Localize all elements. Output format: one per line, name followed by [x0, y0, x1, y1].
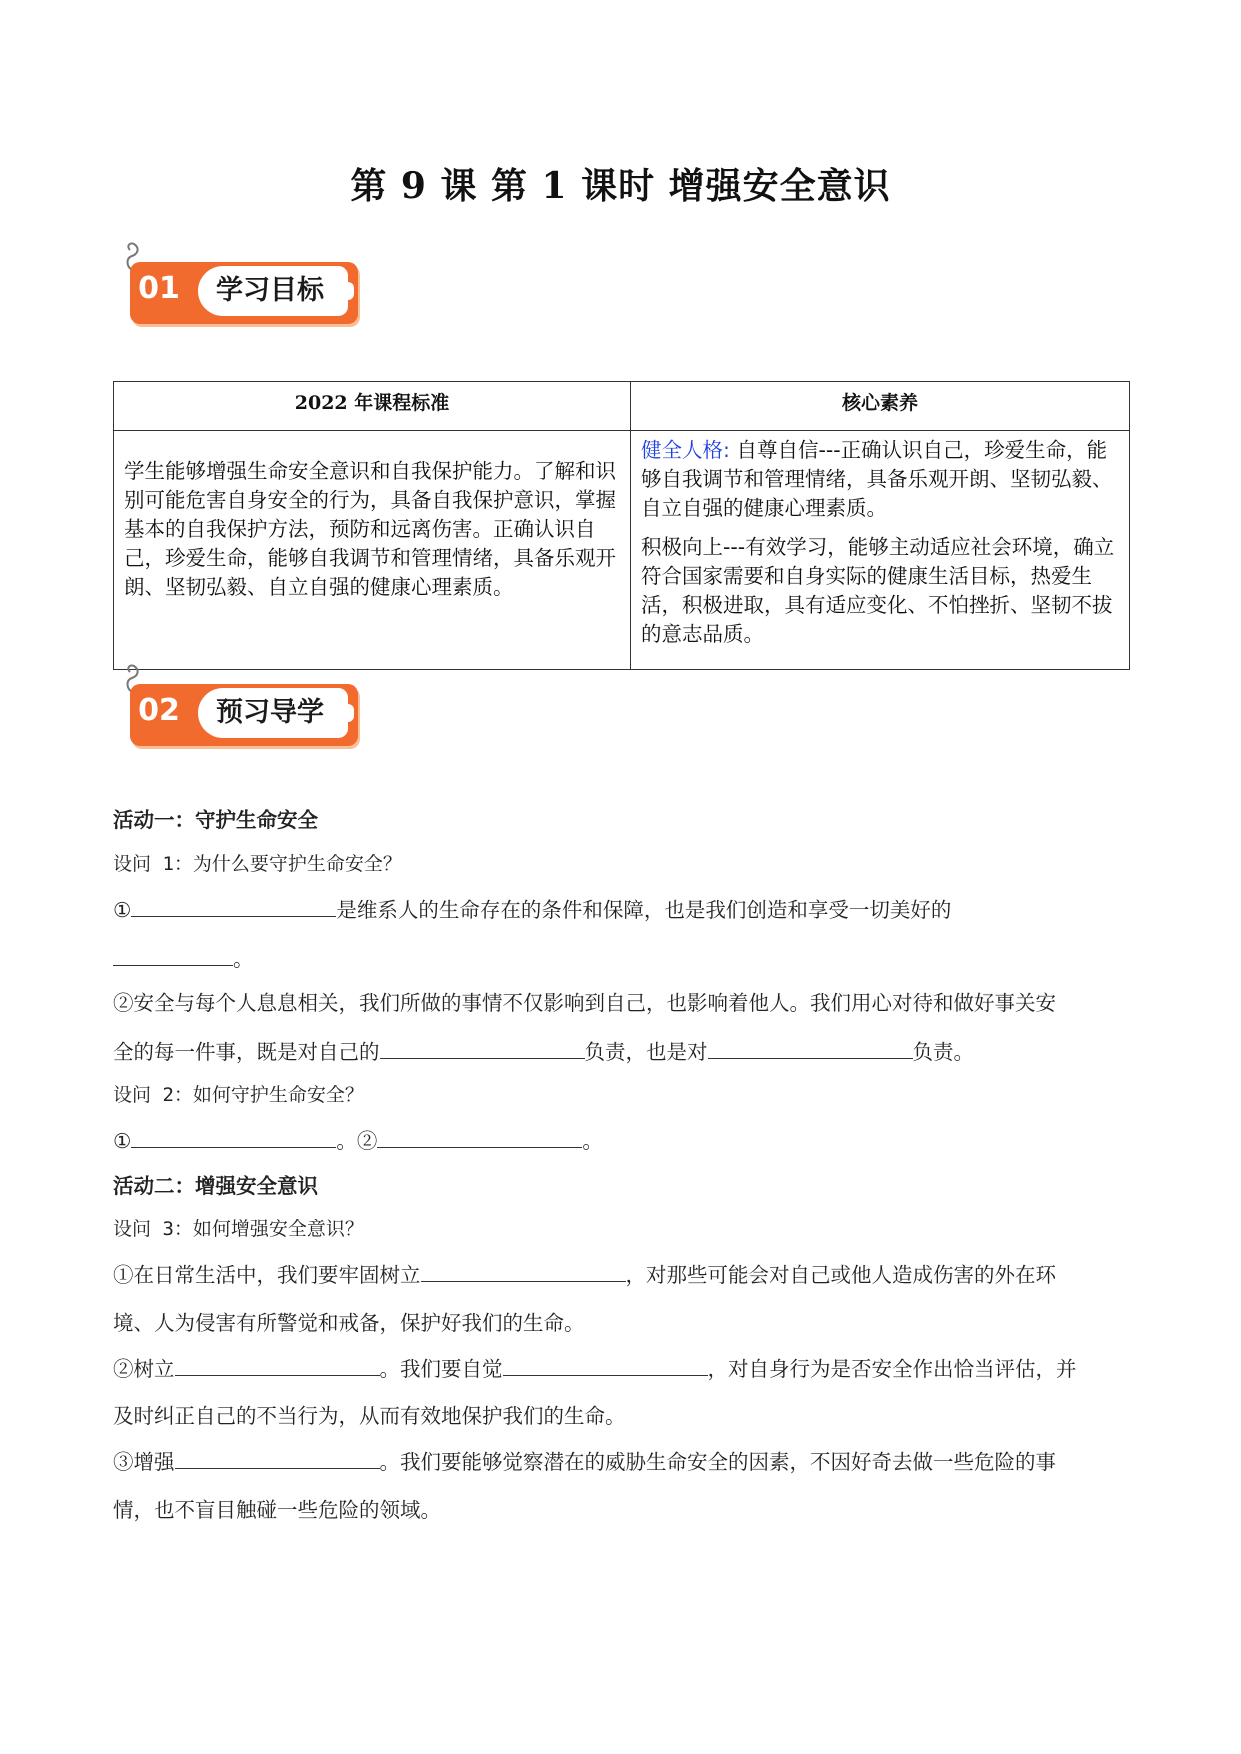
- question-heading: 设问 2：如何守护生命安全？: [113, 1084, 364, 1106]
- section-number: 01: [138, 271, 180, 306]
- text-segment: ①: [113, 898, 132, 922]
- activity-heading: 活动二：增强安全意识: [113, 1174, 318, 1198]
- literacy-cell: [631, 431, 1130, 670]
- text-line: [113, 1445, 1056, 1475]
- table-header-literacy: 核心素养: [631, 382, 1130, 431]
- text-segment: 负责。: [912, 1040, 974, 1064]
- section-number: 02: [138, 693, 180, 728]
- text-line: [113, 1352, 1077, 1382]
- text-segment: ①: [113, 1129, 132, 1153]
- fill-blank[interactable]: [131, 896, 336, 917]
- text-segment: 。: [582, 1129, 603, 1153]
- text-line: 境、人为侵害有所警觉和戒备，保护好我们的生命。: [113, 1311, 585, 1335]
- section-label: 预习导学: [198, 688, 348, 738]
- fill-blank[interactable]: [175, 1448, 380, 1469]
- question-heading: 设问 1：为什么要守护生命安全？: [113, 853, 402, 875]
- text-line: 及时纠正自己的不当行为，从而有效地保护我们的生命。: [113, 1404, 626, 1428]
- curriculum-table: [113, 381, 1130, 670]
- text-line: [113, 893, 951, 923]
- text-segment: ③增强: [113, 1450, 175, 1474]
- standard-text: 学生能够增强生命安全意识和自我保护能力。了解和识别可能危害自身安全的行为，具备自我保护意识，掌握基本的自我保护方法，预防和远离伤害。正确认识自己，珍爱生命，能够自我调节和管理情绪，具备乐观开朗、坚韧弘毅、自立自强的健康心理素质。: [114, 431, 631, 670]
- text-segment: ②树立: [113, 1357, 175, 1381]
- page-title: 第 9 课 第 1 课时 增强安全意识: [350, 165, 891, 207]
- activity-heading: 活动一：守护生命安全: [113, 808, 318, 832]
- text-segment: ，对自身行为是否安全作出恰当评估，并: [707, 1357, 1077, 1381]
- text-segment: 负责，也是对: [584, 1040, 708, 1064]
- text-line: [113, 1124, 603, 1154]
- text-segment: 。我们要能够觉察潜在的威胁生命安全的因素，不因好奇去做一些危险的事: [379, 1450, 1056, 1474]
- literacy-label: 健全人格:: [641, 438, 730, 462]
- text-segment: 全的每一件事，既是对自己的: [113, 1040, 380, 1064]
- section-badge-goals: [122, 240, 362, 320]
- literacy-paragraph-2: 积极向上---有效学习，能够主动适应社会环境，确立符合国家需要和自身实际的健康生活目标，热爱生活，积极进取，具有适应变化、不怕挫折、坚韧不拔的意志品质。: [641, 535, 1115, 646]
- literacy-text-1: 自尊自信---正确认识自己，珍爱生命，能够自我调节和管理情绪，具备乐观开朗、坚韧弘毅、自立自强的健康心理素质。: [641, 438, 1113, 520]
- text-line: [113, 942, 254, 972]
- text-segment: 。: [233, 947, 254, 971]
- fill-blank[interactable]: [175, 1355, 380, 1376]
- text-segment: 。②: [336, 1129, 378, 1153]
- text-line: [113, 1035, 974, 1065]
- question-heading: 设问 3：如何增强安全意识？: [113, 1218, 364, 1240]
- text-segment: 。我们要自觉: [379, 1357, 503, 1381]
- text-segment: ①在日常生活中，我们要牢固树立: [113, 1263, 421, 1287]
- fill-blank[interactable]: [113, 945, 233, 966]
- text-line: [113, 1258, 1056, 1288]
- text-segment: ，对那些可能会对自己或他人造成伤害的外在环: [625, 1263, 1056, 1287]
- section-badge-preview: [122, 662, 362, 742]
- fill-blank[interactable]: [377, 1127, 582, 1148]
- fill-blank[interactable]: [421, 1261, 626, 1282]
- fill-blank[interactable]: [503, 1355, 708, 1376]
- section-label: 学习目标: [198, 266, 348, 316]
- text-line: ②安全与每个人息息相关，我们所做的事情不仅影响到自己，也影响着他人。我们用心对待和做好事关安: [113, 991, 1056, 1015]
- table-header-standard: 2022 年课程标准: [114, 382, 631, 431]
- text-segment: 是维系人的生命存在的条件和保障，也是我们创造和享受一切美好的: [336, 898, 952, 922]
- fill-blank[interactable]: [708, 1038, 913, 1059]
- fill-blank[interactable]: [380, 1038, 585, 1059]
- fill-blank[interactable]: [131, 1127, 336, 1148]
- literacy-paragraph-1: [641, 436, 1119, 523]
- text-line: 情，也不盲目触碰一些危险的领域。: [113, 1498, 441, 1522]
